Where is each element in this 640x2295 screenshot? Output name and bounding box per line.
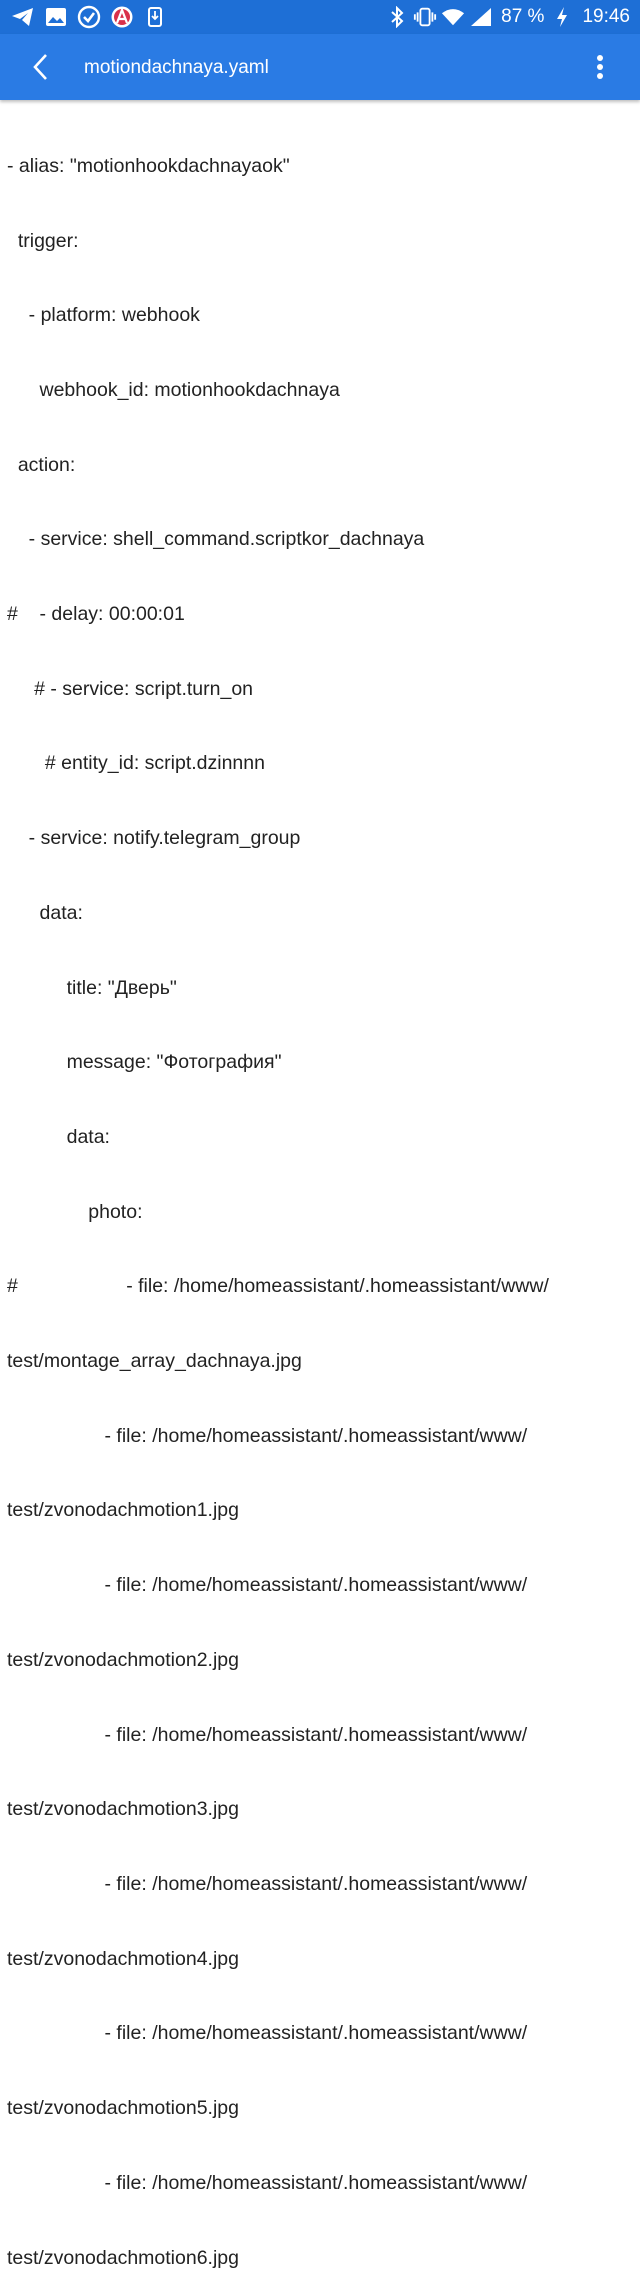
vibrate-icon [413,5,437,29]
code-line: - platform: webhook [7,304,200,327]
code-line: test/zvonodachmotion3.jpg [7,1798,239,1821]
code-line: photo: [7,1200,143,1223]
code-line: - alias: "motionhookdachnayaok" [7,154,290,177]
download-icon [142,4,168,30]
code-line: - service: shell_command.scriptkor_dachnaya [7,528,425,551]
code-line: - file: /home/homeassistant/.homeassistant/www/ [7,1872,528,1895]
code-line: - file: /home/homeassistant/.homeassistant/www/ [7,2022,528,2045]
code-line: - file: /home/homeassistant/.homeassistant/www/ [7,1574,528,1597]
code-line: test/zvonodachmotion6.jpg [7,2246,239,2269]
back-button[interactable] [20,47,60,87]
code-line: action: [7,453,76,476]
app-bar [0,34,640,100]
code-line: - file: /home/homeassistant/.homeassistant/www/ [7,1723,528,1746]
code-line: trigger: [7,229,79,252]
code-line: data: [7,1125,110,1148]
clock: 19:46 [582,6,630,27]
gallery-icon [43,4,69,30]
chevron-left-icon [30,52,50,82]
system-indicators [381,4,630,30]
code-line: test/zvonodachmotion2.jpg [7,1648,239,1671]
more-options-button[interactable] [590,51,610,83]
code-line: title: "Дверь" [7,976,177,999]
code-line: - file: /home/homeassistant/.homeassistant/www/ [7,2171,528,2194]
code-line: data: [7,901,83,924]
notification-icons [10,4,175,30]
status-bar [0,0,640,34]
bluetooth-icon [385,5,409,29]
more-vert-icon [596,54,604,80]
code-line: # - service: script.turn_on [7,677,254,700]
code-line: test/zvonodachmotion5.jpg [7,2097,239,2120]
code-line: # entity_id: script.dzinnnn [7,752,265,775]
code-line: - file: /home/homeassistant/.homeassistant/www/ [7,1424,528,1447]
code-line: webhook_id: motionhookdachnaya [7,378,340,401]
page-title: motiondachnaya.yaml [84,57,269,78]
wifi-icon [441,5,465,29]
file-content-viewer[interactable] [7,104,627,2295]
code-line: message: "Фотография" [7,1051,282,1074]
signal-icon [469,5,493,29]
charging-icon [550,5,574,29]
code-line: test/zvonodachmotion4.jpg [7,1947,239,1970]
code-line: - service: notify.telegram_group [7,827,301,850]
code-line: # - delay: 00:00:01 [7,603,185,626]
battery-percentage: 87 % [501,6,545,27]
code-line: # - file: /home/homeassistant/.homeassistant/www/ [7,1275,549,1298]
code-line: test/zvonodachmotion1.jpg [7,1499,239,1522]
check-circle-icon [76,4,102,30]
telegram-icon [10,4,36,30]
code-line: test/montage_array_dachnaya.jpg [7,1350,302,1373]
app-a-icon [109,4,135,30]
